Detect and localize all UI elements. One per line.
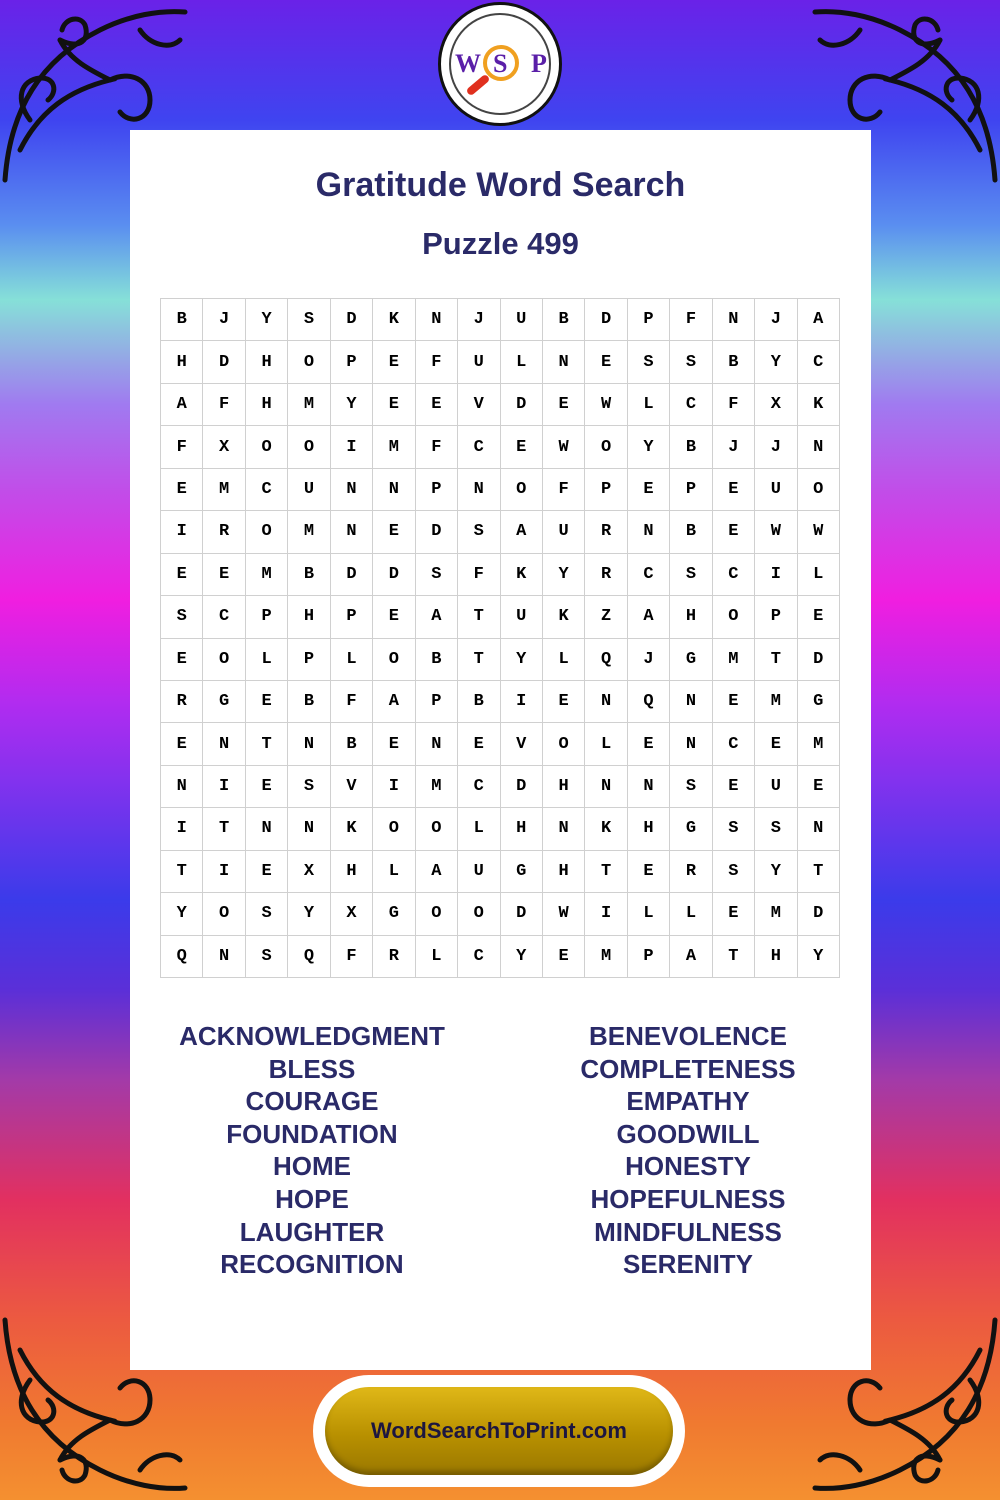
grid-cell: C bbox=[628, 554, 670, 596]
grid-cell: Q bbox=[288, 936, 330, 978]
site-link[interactable]: WordSearchToPrint.com bbox=[371, 1418, 627, 1443]
grid-cell: M bbox=[288, 384, 330, 426]
grid-cell: H bbox=[246, 384, 288, 426]
grid-cell: E bbox=[585, 341, 627, 383]
grid-cell: M bbox=[288, 511, 330, 553]
grid-cell: N bbox=[670, 723, 712, 765]
grid-cell: S bbox=[670, 341, 712, 383]
grid-cell: S bbox=[755, 808, 797, 850]
grid-cell: V bbox=[501, 723, 543, 765]
grid-cell: D bbox=[501, 384, 543, 426]
word-list-item: LAUGHTER bbox=[239, 1216, 385, 1247]
grid-cell: S bbox=[246, 936, 288, 978]
grid-cell: M bbox=[798, 723, 840, 765]
grid-cell: N bbox=[670, 681, 712, 723]
grid-cell: M bbox=[585, 936, 627, 978]
grid-cell: A bbox=[798, 299, 840, 341]
grid-cell: E bbox=[416, 384, 458, 426]
word-list-item: GOODWILL bbox=[616, 1118, 760, 1149]
grid-cell: H bbox=[331, 851, 373, 893]
grid-cell: O bbox=[288, 341, 330, 383]
grid-cell: M bbox=[416, 766, 458, 808]
grid-cell: O bbox=[543, 723, 585, 765]
grid-cell: J bbox=[755, 426, 797, 468]
grid-cell: P bbox=[628, 299, 670, 341]
grid-cell: W bbox=[543, 426, 585, 468]
grid-cell: U bbox=[288, 469, 330, 511]
word-list-left bbox=[162, 1020, 462, 1281]
grid-cell: B bbox=[670, 426, 712, 468]
grid-cell: E bbox=[755, 723, 797, 765]
grid-cell: I bbox=[203, 851, 245, 893]
grid-cell: P bbox=[670, 469, 712, 511]
word-list-item: HONESTY bbox=[625, 1151, 751, 1182]
grid-cell: L bbox=[501, 341, 543, 383]
grid-cell: L bbox=[670, 893, 712, 935]
grid-cell: Y bbox=[246, 299, 288, 341]
grid-cell: T bbox=[203, 808, 245, 850]
grid-cell: F bbox=[713, 384, 755, 426]
grid-cell: G bbox=[501, 851, 543, 893]
grid-cell: J bbox=[713, 426, 755, 468]
word-list-item: MINDFULNESS bbox=[594, 1216, 782, 1247]
grid-cell: U bbox=[501, 299, 543, 341]
grid-cell: E bbox=[246, 681, 288, 723]
grid-cell: C bbox=[458, 936, 500, 978]
grid-cell: P bbox=[331, 596, 373, 638]
grid-cell: E bbox=[713, 511, 755, 553]
grid-cell: R bbox=[203, 511, 245, 553]
grid-cell: E bbox=[246, 851, 288, 893]
grid-cell: N bbox=[161, 766, 203, 808]
grid-cell: C bbox=[458, 766, 500, 808]
grid-cell: U bbox=[458, 341, 500, 383]
grid-cell: H bbox=[755, 936, 797, 978]
grid-cell: R bbox=[585, 554, 627, 596]
grid-cell: I bbox=[585, 893, 627, 935]
grid-cell: J bbox=[628, 639, 670, 681]
grid-cell: H bbox=[543, 851, 585, 893]
grid-cell: P bbox=[246, 596, 288, 638]
grid-cell: K bbox=[798, 384, 840, 426]
grid-cell: N bbox=[713, 299, 755, 341]
grid-cell: E bbox=[501, 426, 543, 468]
grid-cell: S bbox=[628, 341, 670, 383]
grid-cell: H bbox=[628, 808, 670, 850]
grid-cell: H bbox=[161, 341, 203, 383]
grid-cell: O bbox=[416, 893, 458, 935]
grid-cell: D bbox=[798, 893, 840, 935]
grid-cell: N bbox=[416, 723, 458, 765]
grid-cell: E bbox=[458, 723, 500, 765]
grid-cell: G bbox=[798, 681, 840, 723]
grid-cell: E bbox=[161, 554, 203, 596]
grid-cell: O bbox=[246, 511, 288, 553]
grid-cell: E bbox=[373, 341, 415, 383]
grid-cell: E bbox=[798, 766, 840, 808]
grid-cell: S bbox=[670, 554, 712, 596]
logo-letter-s: S bbox=[493, 49, 508, 78]
grid-cell: V bbox=[331, 766, 373, 808]
grid-cell: D bbox=[203, 341, 245, 383]
grid-cell: K bbox=[585, 808, 627, 850]
letter-grid bbox=[160, 298, 840, 978]
grid-cell: O bbox=[416, 808, 458, 850]
grid-cell: N bbox=[203, 936, 245, 978]
grid-cell: B bbox=[458, 681, 500, 723]
grid-cell: E bbox=[713, 893, 755, 935]
grid-cell: O bbox=[203, 893, 245, 935]
grid-cell: K bbox=[501, 554, 543, 596]
grid-cell: L bbox=[628, 384, 670, 426]
grid-cell: W bbox=[585, 384, 627, 426]
grid-cell: N bbox=[585, 681, 627, 723]
grid-cell: M bbox=[755, 681, 797, 723]
grid-cell: E bbox=[628, 723, 670, 765]
grid-cell: W bbox=[755, 511, 797, 553]
grid-cell: N bbox=[628, 766, 670, 808]
grid-cell: E bbox=[798, 596, 840, 638]
grid-cell: H bbox=[543, 766, 585, 808]
grid-cell: S bbox=[288, 766, 330, 808]
word-list-item: HOPE bbox=[275, 1183, 349, 1214]
grid-cell: E bbox=[246, 766, 288, 808]
grid-cell: X bbox=[331, 893, 373, 935]
grid-cell: S bbox=[670, 766, 712, 808]
grid-cell: U bbox=[543, 511, 585, 553]
grid-cell: J bbox=[203, 299, 245, 341]
grid-cell: N bbox=[543, 808, 585, 850]
grid-cell: H bbox=[288, 596, 330, 638]
grid-cell: L bbox=[585, 723, 627, 765]
grid-cell: Y bbox=[755, 851, 797, 893]
word-list-item: COMPLETENESS bbox=[580, 1053, 796, 1084]
grid-cell: N bbox=[628, 511, 670, 553]
word-list-right bbox=[538, 1020, 838, 1281]
grid-cell: I bbox=[373, 766, 415, 808]
logo-letter-w: W bbox=[455, 49, 481, 78]
word-list-item: BENEVOLENCE bbox=[589, 1021, 787, 1051]
grid-cell: E bbox=[373, 384, 415, 426]
grid-cell: N bbox=[416, 299, 458, 341]
grid-cell: T bbox=[161, 851, 203, 893]
grid-cell: I bbox=[161, 511, 203, 553]
grid-cell: N bbox=[203, 723, 245, 765]
grid-cell: T bbox=[458, 596, 500, 638]
grid-cell: G bbox=[373, 893, 415, 935]
grid-cell: X bbox=[288, 851, 330, 893]
grid-cell: G bbox=[203, 681, 245, 723]
grid-cell: R bbox=[585, 511, 627, 553]
grid-cell: N bbox=[458, 469, 500, 511]
puzzle-sheet bbox=[130, 130, 871, 1370]
grid-cell: F bbox=[203, 384, 245, 426]
grid-cell: C bbox=[458, 426, 500, 468]
grid-cell: M bbox=[203, 469, 245, 511]
grid-cell: M bbox=[755, 893, 797, 935]
grid-cell: S bbox=[246, 893, 288, 935]
grid-cell: L bbox=[416, 936, 458, 978]
grid-cell: W bbox=[543, 893, 585, 935]
grid-cell: L bbox=[373, 851, 415, 893]
grid-cell: K bbox=[543, 596, 585, 638]
grid-cell: R bbox=[373, 936, 415, 978]
grid-cell: Y bbox=[501, 936, 543, 978]
word-list-item: BLESS bbox=[268, 1053, 356, 1084]
grid-cell: Y bbox=[628, 426, 670, 468]
grid-cell: O bbox=[246, 426, 288, 468]
grid-cell: M bbox=[713, 639, 755, 681]
grid-cell: E bbox=[713, 681, 755, 723]
grid-cell: X bbox=[755, 384, 797, 426]
grid-cell: P bbox=[755, 596, 797, 638]
word-list-item: EMPATHY bbox=[626, 1086, 750, 1117]
grid-cell: I bbox=[331, 426, 373, 468]
grid-cell: B bbox=[416, 639, 458, 681]
grid-cell: B bbox=[288, 681, 330, 723]
grid-cell: E bbox=[628, 851, 670, 893]
grid-cell: I bbox=[755, 554, 797, 596]
grid-cell: O bbox=[458, 893, 500, 935]
grid-cell: T bbox=[798, 851, 840, 893]
grid-cell: C bbox=[203, 596, 245, 638]
grid-cell: I bbox=[161, 808, 203, 850]
grid-cell: N bbox=[246, 808, 288, 850]
grid-cell: L bbox=[246, 639, 288, 681]
grid-cell: L bbox=[458, 808, 500, 850]
grid-cell: E bbox=[161, 723, 203, 765]
grid-cell: Y bbox=[798, 936, 840, 978]
grid-cell: N bbox=[331, 511, 373, 553]
grid-cell: H bbox=[501, 808, 543, 850]
grid-cell: O bbox=[585, 426, 627, 468]
grid-cell: L bbox=[331, 639, 373, 681]
grid-cell: X bbox=[203, 426, 245, 468]
grid-cell: F bbox=[458, 554, 500, 596]
grid-cell: O bbox=[288, 426, 330, 468]
grid-cell: Y bbox=[501, 639, 543, 681]
grid-cell: D bbox=[416, 511, 458, 553]
page-title: Gratitude Word Search bbox=[315, 166, 686, 204]
grid-cell: P bbox=[416, 681, 458, 723]
grid-cell: E bbox=[543, 384, 585, 426]
grid-cell: S bbox=[161, 596, 203, 638]
grid-cell: M bbox=[246, 554, 288, 596]
grid-cell: P bbox=[585, 469, 627, 511]
grid-cell: N bbox=[798, 808, 840, 850]
grid-cell: B bbox=[713, 341, 755, 383]
grid-cell: U bbox=[501, 596, 543, 638]
grid-cell: P bbox=[628, 936, 670, 978]
grid-cell: D bbox=[501, 893, 543, 935]
grid-cell: S bbox=[713, 808, 755, 850]
grid-cell: Y bbox=[331, 384, 373, 426]
grid-cell: Q bbox=[628, 681, 670, 723]
puzzle-number: Puzzle 499 bbox=[422, 226, 579, 261]
grid-cell: F bbox=[416, 341, 458, 383]
grid-cell: N bbox=[798, 426, 840, 468]
word-list-item: RECOGNITION bbox=[220, 1249, 404, 1280]
grid-cell: W bbox=[798, 511, 840, 553]
grid-cell: B bbox=[288, 554, 330, 596]
grid-cell: M bbox=[373, 426, 415, 468]
grid-cell: E bbox=[203, 554, 245, 596]
grid-cell: A bbox=[628, 596, 670, 638]
grid-cell: B bbox=[161, 299, 203, 341]
grid-cell: O bbox=[713, 596, 755, 638]
grid-cell: O bbox=[203, 639, 245, 681]
site-banner[interactable] bbox=[313, 1375, 685, 1487]
grid-cell: E bbox=[373, 511, 415, 553]
grid-cell: Y bbox=[755, 341, 797, 383]
grid-cell: R bbox=[670, 851, 712, 893]
grid-cell: E bbox=[543, 681, 585, 723]
grid-cell: O bbox=[373, 639, 415, 681]
grid-cell: T bbox=[755, 639, 797, 681]
grid-cell: E bbox=[543, 936, 585, 978]
grid-cell: Y bbox=[288, 893, 330, 935]
grid-cell: G bbox=[670, 639, 712, 681]
grid-cell: A bbox=[501, 511, 543, 553]
grid-cell: T bbox=[585, 851, 627, 893]
grid-cell: S bbox=[288, 299, 330, 341]
grid-cell: K bbox=[331, 808, 373, 850]
grid-cell: N bbox=[288, 723, 330, 765]
grid-cell: F bbox=[670, 299, 712, 341]
grid-cell: F bbox=[543, 469, 585, 511]
grid-cell: A bbox=[670, 936, 712, 978]
grid-cell: H bbox=[670, 596, 712, 638]
grid-cell: E bbox=[161, 469, 203, 511]
grid-cell: Q bbox=[161, 936, 203, 978]
grid-cell: P bbox=[288, 639, 330, 681]
grid-cell: D bbox=[331, 554, 373, 596]
grid-cell: S bbox=[713, 851, 755, 893]
grid-cell: S bbox=[458, 511, 500, 553]
grid-cell: H bbox=[246, 341, 288, 383]
grid-cell: E bbox=[373, 723, 415, 765]
grid-cell: J bbox=[458, 299, 500, 341]
grid-cell: I bbox=[203, 766, 245, 808]
grid-cell: D bbox=[373, 554, 415, 596]
grid-cell: A bbox=[416, 851, 458, 893]
site-banner-pill[interactable] bbox=[325, 1387, 673, 1475]
grid-cell: C bbox=[670, 384, 712, 426]
grid-cell: N bbox=[543, 341, 585, 383]
logo-letter-p: P bbox=[531, 49, 547, 78]
grid-cell: P bbox=[416, 469, 458, 511]
grid-cell: C bbox=[246, 469, 288, 511]
grid-cell: F bbox=[161, 426, 203, 468]
grid-cell: D bbox=[798, 639, 840, 681]
grid-cell: U bbox=[755, 469, 797, 511]
grid-cell: G bbox=[670, 808, 712, 850]
grid-cell: V bbox=[458, 384, 500, 426]
grid-cell: B bbox=[670, 511, 712, 553]
grid-cell: R bbox=[161, 681, 203, 723]
grid-cell: U bbox=[755, 766, 797, 808]
grid-cell: P bbox=[331, 341, 373, 383]
grid-cell: C bbox=[713, 723, 755, 765]
grid-cell: L bbox=[798, 554, 840, 596]
grid-cell: E bbox=[713, 766, 755, 808]
grid-cell: Z bbox=[585, 596, 627, 638]
grid-cell: A bbox=[161, 384, 203, 426]
word-list-item: HOPEFULNESS bbox=[590, 1183, 786, 1214]
grid-cell: C bbox=[713, 554, 755, 596]
word-list-item: HOME bbox=[273, 1151, 351, 1182]
grid-cell: E bbox=[161, 639, 203, 681]
grid-cell: Y bbox=[161, 893, 203, 935]
word-list-item: COURAGE bbox=[245, 1086, 379, 1117]
grid-cell: D bbox=[501, 766, 543, 808]
grid-cell: B bbox=[543, 299, 585, 341]
grid-cell: I bbox=[501, 681, 543, 723]
grid-cell: E bbox=[373, 596, 415, 638]
grid-cell: E bbox=[628, 469, 670, 511]
grid-cell: D bbox=[331, 299, 373, 341]
grid-cell: T bbox=[458, 639, 500, 681]
grid-cell: F bbox=[416, 426, 458, 468]
grid-cell: Y bbox=[543, 554, 585, 596]
grid-cell: K bbox=[373, 299, 415, 341]
grid-cell: D bbox=[585, 299, 627, 341]
grid-cell: L bbox=[628, 893, 670, 935]
grid-cell: E bbox=[713, 469, 755, 511]
grid-cell: T bbox=[713, 936, 755, 978]
grid-cell: J bbox=[755, 299, 797, 341]
word-list-item: FOUNDATION bbox=[226, 1118, 398, 1149]
grid-cell: F bbox=[331, 681, 373, 723]
grid-cell: A bbox=[373, 681, 415, 723]
word-list-item: SERENITY bbox=[622, 1249, 754, 1280]
grid-cell: T bbox=[246, 723, 288, 765]
grid-cell: N bbox=[585, 766, 627, 808]
grid-cell: B bbox=[331, 723, 373, 765]
grid-cell: L bbox=[543, 639, 585, 681]
grid-cell: N bbox=[373, 469, 415, 511]
grid-cell: N bbox=[331, 469, 373, 511]
grid-cell: N bbox=[288, 808, 330, 850]
grid-cell: F bbox=[331, 936, 373, 978]
wsp-logo bbox=[438, 2, 562, 126]
word-list-item: ACKNOWLEDGMENT bbox=[179, 1021, 445, 1051]
grid-cell: O bbox=[798, 469, 840, 511]
grid-cell: U bbox=[458, 851, 500, 893]
grid-cell: A bbox=[416, 596, 458, 638]
grid-cell: S bbox=[416, 554, 458, 596]
grid-cell: C bbox=[798, 341, 840, 383]
grid-cell: O bbox=[373, 808, 415, 850]
grid-cell: O bbox=[501, 469, 543, 511]
grid-cell: Q bbox=[585, 639, 627, 681]
